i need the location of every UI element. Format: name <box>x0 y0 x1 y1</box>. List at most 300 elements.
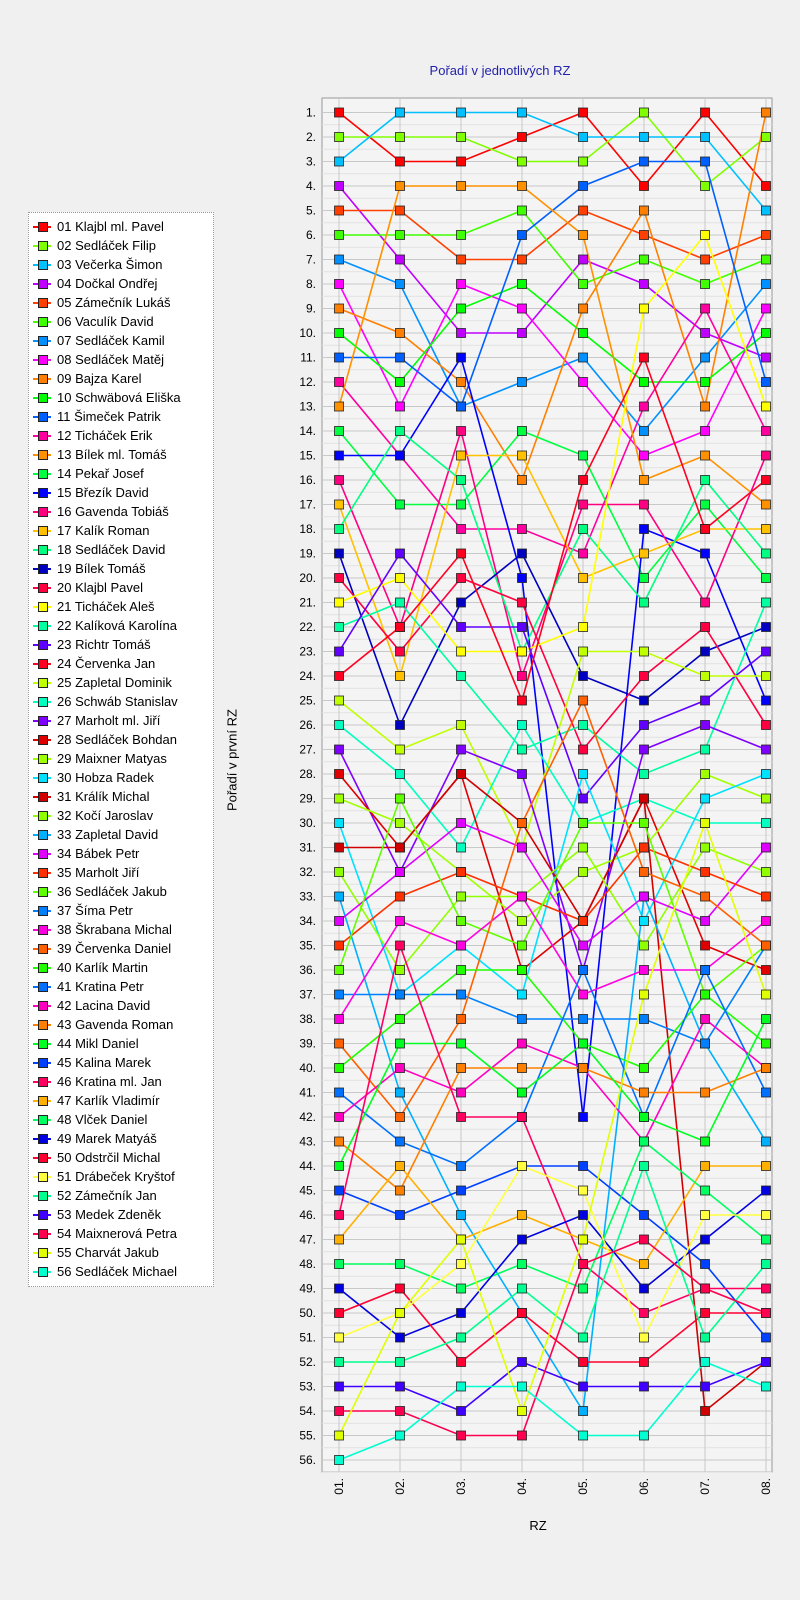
data-point <box>762 696 771 705</box>
data-point <box>396 1039 405 1048</box>
data-point <box>518 1284 527 1293</box>
data-point <box>335 843 344 852</box>
data-point <box>396 1162 405 1171</box>
data-point <box>457 721 466 730</box>
data-point <box>640 402 649 411</box>
data-point <box>701 966 710 975</box>
data-point <box>579 672 588 681</box>
y-tick-label: 50. <box>299 1306 316 1320</box>
data-point <box>335 329 344 338</box>
data-point <box>701 1407 710 1416</box>
data-point <box>396 182 405 191</box>
data-point <box>579 157 588 166</box>
data-point <box>701 329 710 338</box>
data-point <box>640 917 649 926</box>
data-point <box>457 476 466 485</box>
y-tick-label: 37. <box>299 987 316 1002</box>
data-point <box>579 451 588 460</box>
data-point <box>335 353 344 362</box>
data-point <box>762 1260 771 1269</box>
data-point <box>640 255 649 264</box>
data-point <box>457 868 466 877</box>
data-point <box>457 574 466 583</box>
y-tick-label: 52. <box>299 1355 316 1369</box>
data-point <box>518 1162 527 1171</box>
y-tick-label: 23. <box>299 644 316 659</box>
data-point <box>640 794 649 803</box>
legend-label: 47 Karlík Vladimír <box>57 1093 160 1108</box>
data-point <box>457 549 466 558</box>
data-point <box>762 770 771 779</box>
data-point <box>579 304 588 313</box>
data-point <box>701 770 710 779</box>
legend-label: 11 Šimeček Patrik <box>57 409 161 424</box>
y-tick-label: 5. <box>305 203 316 218</box>
data-point <box>640 1088 649 1097</box>
y-tick-label: 47. <box>299 1232 316 1247</box>
data-point <box>762 672 771 681</box>
y-tick-label: 35. <box>299 938 316 953</box>
data-point <box>396 1088 405 1097</box>
legend-label: 31 Králík Michal <box>57 789 150 804</box>
legend-label: 28 Sedláček Bohdan <box>57 732 177 747</box>
data-point <box>396 868 405 877</box>
data-point <box>640 672 649 681</box>
data-point <box>396 721 405 730</box>
y-tick-label: 9. <box>305 301 316 316</box>
data-point <box>518 476 527 485</box>
data-point <box>335 1235 344 1244</box>
legend-label: 12 Ticháček Erik <box>57 428 153 443</box>
data-point <box>762 917 771 926</box>
data-point <box>762 378 771 387</box>
data-point <box>518 1431 527 1440</box>
y-tick-label: 41. <box>299 1085 316 1100</box>
data-point <box>640 206 649 215</box>
data-point <box>701 451 710 460</box>
legend-label: 30 Hobza Radek <box>57 770 154 785</box>
data-point <box>457 1088 466 1097</box>
data-point <box>640 770 649 779</box>
legend-label: 34 Bábek Petr <box>57 846 140 861</box>
data-point <box>579 770 588 779</box>
data-point <box>518 696 527 705</box>
legend-label: 33 Zapletal David <box>57 827 159 842</box>
data-point <box>701 672 710 681</box>
legend-label: 21 Ticháček Aleš <box>57 599 155 614</box>
legend-label: 36 Sedláček Jakub <box>57 884 167 899</box>
data-point <box>335 1382 344 1391</box>
y-tick-label: 10. <box>299 326 316 340</box>
data-point <box>701 892 710 901</box>
y-tick-label: 34. <box>299 914 316 928</box>
data-point <box>762 598 771 607</box>
data-point <box>762 990 771 999</box>
data-point <box>579 255 588 264</box>
data-point <box>579 721 588 730</box>
data-point <box>335 1113 344 1122</box>
data-point <box>640 1309 649 1318</box>
data-point <box>518 1358 527 1367</box>
data-point <box>762 1235 771 1244</box>
y-tick-label: 19. <box>299 546 316 561</box>
data-point <box>396 378 405 387</box>
data-point <box>335 280 344 289</box>
legend-label: 50 Odstrčil Michal <box>57 1150 161 1165</box>
data-point <box>579 378 588 387</box>
data-point <box>335 966 344 975</box>
data-point <box>579 1382 588 1391</box>
data-point <box>335 917 344 926</box>
data-point <box>701 696 710 705</box>
y-tick-label: 56. <box>299 1453 316 1467</box>
data-point <box>640 598 649 607</box>
data-point <box>518 1015 527 1024</box>
data-point <box>396 1113 405 1122</box>
data-point <box>457 1407 466 1416</box>
data-point <box>701 647 710 656</box>
x-tick-label: 01. <box>332 1478 346 1495</box>
legend-label: 35 Marholt Jiří <box>57 865 140 880</box>
data-point <box>396 843 405 852</box>
legend-label: 13 Bílek ml. Tomáš <box>57 447 167 462</box>
data-point <box>518 745 527 754</box>
data-point <box>518 1260 527 1269</box>
data-point <box>762 133 771 142</box>
data-point <box>518 819 527 828</box>
x-tick-label: 04. <box>515 1478 529 1495</box>
data-point <box>701 157 710 166</box>
data-point <box>640 1358 649 1367</box>
data-point <box>701 182 710 191</box>
y-tick-label: 20. <box>299 571 316 585</box>
data-point <box>457 500 466 509</box>
y-tick-label: 4. <box>305 179 316 193</box>
data-point <box>335 574 344 583</box>
y-tick-label: 7. <box>305 252 316 267</box>
data-point <box>640 892 649 901</box>
data-point <box>457 255 466 264</box>
data-point <box>335 108 344 117</box>
data-point <box>335 1162 344 1171</box>
legend-label: 14 Pekař Josef <box>57 466 144 481</box>
data-point <box>762 280 771 289</box>
data-point <box>335 1309 344 1318</box>
legend-label: 07 Sedláček Kamil <box>57 333 165 348</box>
legend-label: 16 Gavenda Tobiáš <box>57 504 169 519</box>
data-point <box>579 1284 588 1293</box>
data-point <box>396 1309 405 1318</box>
data-point <box>396 427 405 436</box>
data-point <box>457 966 466 975</box>
y-tick-label: 12. <box>299 375 316 389</box>
data-point <box>579 1333 588 1342</box>
data-point <box>518 304 527 313</box>
y-tick-label: 1. <box>305 105 316 120</box>
data-point <box>335 1358 344 1367</box>
data-point <box>518 966 527 975</box>
data-point <box>335 721 344 730</box>
data-point <box>396 1382 405 1391</box>
data-point <box>579 1015 588 1024</box>
data-point <box>335 1186 344 1195</box>
data-point <box>640 500 649 509</box>
data-point <box>335 206 344 215</box>
data-point <box>579 696 588 705</box>
data-point <box>579 819 588 828</box>
legend-label: 24 Červenka Jan <box>57 656 156 671</box>
data-point <box>640 353 649 362</box>
data-point <box>518 255 527 264</box>
data-point <box>518 1211 527 1220</box>
data-point <box>762 721 771 730</box>
data-point <box>396 1064 405 1073</box>
data-point <box>457 1333 466 1342</box>
data-point <box>762 1064 771 1073</box>
data-point <box>457 1113 466 1122</box>
data-point <box>457 451 466 460</box>
legend-label: 55 Charvát Jakub <box>57 1245 159 1260</box>
data-point <box>640 549 649 558</box>
data-point <box>335 378 344 387</box>
legend-label: 43 Gavenda Roman <box>57 1017 174 1032</box>
data-point <box>335 157 344 166</box>
data-point <box>762 525 771 534</box>
data-point <box>518 990 527 999</box>
data-point <box>335 1407 344 1416</box>
y-tick-label: 2. <box>305 130 316 144</box>
data-point <box>396 966 405 975</box>
data-point <box>701 255 710 264</box>
data-point <box>701 1211 710 1220</box>
data-point <box>396 353 405 362</box>
data-point <box>518 941 527 950</box>
data-point <box>701 598 710 607</box>
data-point <box>335 990 344 999</box>
data-point <box>701 794 710 803</box>
data-point <box>518 280 527 289</box>
data-point <box>701 1015 710 1024</box>
data-point <box>640 990 649 999</box>
legend-label: 49 Marek Matyáš <box>57 1131 157 1146</box>
data-point <box>579 280 588 289</box>
legend-label: 01 Klajbl ml. Pavel <box>57 219 164 234</box>
data-point <box>701 1235 710 1244</box>
data-point <box>335 1064 344 1073</box>
data-point <box>457 525 466 534</box>
data-point <box>762 1358 771 1367</box>
data-point <box>396 133 405 142</box>
data-point <box>518 1309 527 1318</box>
data-point <box>518 623 527 632</box>
data-point <box>457 353 466 362</box>
data-point <box>762 1284 771 1293</box>
data-point <box>457 892 466 901</box>
data-point <box>335 868 344 877</box>
data-point <box>701 402 710 411</box>
data-point <box>457 1186 466 1195</box>
data-point <box>701 1358 710 1367</box>
data-point <box>762 427 771 436</box>
data-point <box>640 108 649 117</box>
y-tick-label: 46. <box>299 1208 316 1222</box>
data-point <box>518 721 527 730</box>
data-point <box>701 280 710 289</box>
data-point <box>762 353 771 362</box>
data-point <box>457 1284 466 1293</box>
data-point <box>762 1186 771 1195</box>
legend-label: 03 Večerka Šimon <box>57 257 163 272</box>
data-point <box>457 304 466 313</box>
data-point <box>762 574 771 583</box>
data-point <box>335 451 344 460</box>
data-point <box>335 623 344 632</box>
y-tick-label: 43. <box>299 1134 316 1149</box>
data-point <box>335 133 344 142</box>
y-tick-label: 55. <box>299 1428 316 1443</box>
data-point <box>335 402 344 411</box>
legend-label: 39 Červenka Daniel <box>57 941 172 956</box>
legend-label: 54 Maixnerová Petra <box>57 1226 177 1241</box>
y-tick-label: 33. <box>299 889 316 904</box>
x-tick-label: 06. <box>637 1478 651 1495</box>
data-point <box>457 280 466 289</box>
data-point <box>762 1333 771 1342</box>
data-point <box>335 1260 344 1269</box>
y-tick-label: 6. <box>305 228 316 242</box>
data-point <box>396 990 405 999</box>
data-point <box>579 1407 588 1416</box>
data-point <box>762 451 771 460</box>
data-point <box>335 231 344 240</box>
data-point <box>335 1088 344 1097</box>
data-point <box>396 574 405 583</box>
data-point <box>579 966 588 975</box>
data-point <box>579 623 588 632</box>
data-point <box>396 819 405 828</box>
data-point <box>640 941 649 950</box>
data-point <box>579 941 588 950</box>
data-point <box>335 525 344 534</box>
data-point <box>640 525 649 534</box>
data-point <box>518 892 527 901</box>
y-tick-label: 51. <box>299 1330 316 1345</box>
data-point <box>762 1211 771 1220</box>
data-point <box>640 819 649 828</box>
data-point <box>335 672 344 681</box>
data-point <box>396 1407 405 1416</box>
data-point <box>518 427 527 436</box>
data-point <box>579 1260 588 1269</box>
data-point <box>335 1456 344 1465</box>
y-tick-label: 45. <box>299 1183 316 1198</box>
data-point <box>701 1284 710 1293</box>
legend-label: 10 Schwäbová Eliška <box>57 390 181 405</box>
legend-label: 41 Kratina Petr <box>57 979 144 994</box>
data-point <box>396 1284 405 1293</box>
data-point <box>457 378 466 387</box>
data-point <box>335 1137 344 1146</box>
data-point <box>518 843 527 852</box>
data-point <box>762 1162 771 1171</box>
data-point <box>396 402 405 411</box>
data-point <box>518 598 527 607</box>
data-point <box>518 231 527 240</box>
data-point <box>640 574 649 583</box>
data-point <box>579 990 588 999</box>
data-point <box>762 182 771 191</box>
data-point <box>579 647 588 656</box>
data-point <box>457 1431 466 1440</box>
data-point <box>457 1039 466 1048</box>
data-point <box>762 1137 771 1146</box>
data-point <box>335 1015 344 1024</box>
data-point <box>335 1211 344 1220</box>
legend-label: 18 Sedláček David <box>57 542 166 557</box>
data-point <box>762 794 771 803</box>
data-point <box>762 843 771 852</box>
y-tick-label: 21. <box>299 595 316 610</box>
data-point <box>396 647 405 656</box>
y-tick-label: 38. <box>299 1012 316 1026</box>
data-point <box>762 329 771 338</box>
data-point <box>457 1235 466 1244</box>
data-point <box>335 476 344 485</box>
data-point <box>579 549 588 558</box>
data-point <box>396 329 405 338</box>
data-point <box>579 108 588 117</box>
data-point <box>396 892 405 901</box>
data-point <box>396 672 405 681</box>
data-point <box>457 1064 466 1073</box>
data-point <box>701 231 710 240</box>
data-point <box>396 917 405 926</box>
legend-label: 04 Dočkal Ondřej <box>57 276 158 291</box>
data-point <box>457 843 466 852</box>
data-point <box>335 941 344 950</box>
data-point <box>579 1186 588 1195</box>
data-point <box>396 1260 405 1269</box>
data-point <box>762 941 771 950</box>
data-point <box>579 1235 588 1244</box>
data-point <box>701 108 710 117</box>
data-point <box>518 157 527 166</box>
legend-label: 44 Mikl Daniel <box>57 1036 139 1051</box>
data-point <box>518 378 527 387</box>
y-tick-label: 32. <box>299 865 316 879</box>
data-point <box>457 672 466 681</box>
legend-label: 37 Šíma Petr <box>57 903 133 918</box>
legend-label: 48 Vlček Daniel <box>57 1112 148 1127</box>
data-point <box>457 1260 466 1269</box>
y-tick-label: 44. <box>299 1159 316 1173</box>
data-point <box>396 1333 405 1342</box>
data-point <box>640 157 649 166</box>
data-point <box>640 1015 649 1024</box>
data-point <box>762 868 771 877</box>
data-point <box>457 1162 466 1171</box>
data-point <box>335 745 344 754</box>
data-point <box>457 133 466 142</box>
data-point <box>518 574 527 583</box>
y-tick-label: 30. <box>299 816 316 830</box>
legend-label: 25 Zapletal Dominik <box>57 675 172 690</box>
data-point <box>396 108 405 117</box>
data-point <box>457 990 466 999</box>
data-point <box>457 402 466 411</box>
data-point <box>396 451 405 460</box>
data-point <box>701 1309 710 1318</box>
